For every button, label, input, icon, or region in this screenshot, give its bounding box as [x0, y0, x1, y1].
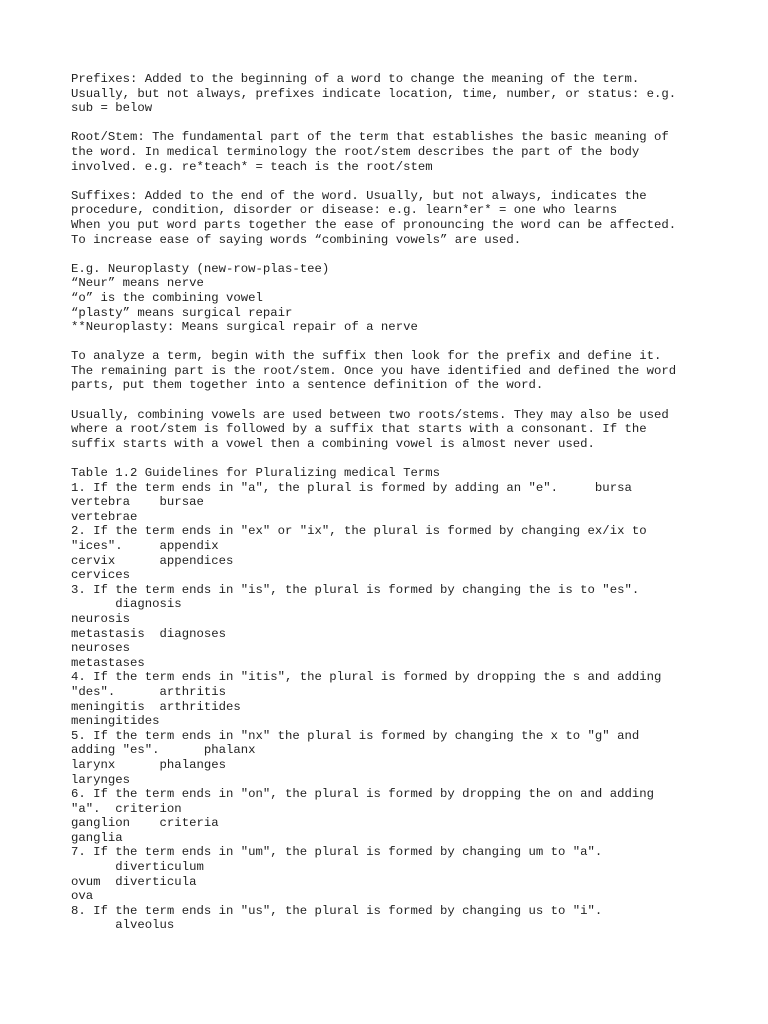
- text-line: To increase ease of saying words “combining vowels” are used.: [71, 232, 522, 247]
- text-line: When you put word parts together the ease of pronouncing the word can be affected.: [71, 217, 677, 232]
- text-line: metastases: [71, 655, 145, 670]
- blank-line: [71, 174, 711, 189]
- text-line: ganglia: [71, 830, 123, 845]
- text-line: vertebra bursae: [71, 495, 204, 510]
- text-line: the word. In medical terminology the root/stem describes the part of the body: [71, 144, 640, 159]
- text-line: suffix starts with a vowel then a combining vowel is almost never used.: [71, 436, 595, 451]
- text-line: metastasis diagnoses: [71, 626, 226, 641]
- document-body: [71, 72, 711, 933]
- text-line: alveolus: [71, 918, 175, 933]
- text-line: Usually, combining vowels are used between two roots/stems. They may also be used: [71, 407, 669, 422]
- text-line: 3. If the term ends in "is", the plural is formed by changing the is to "es".: [71, 582, 640, 597]
- text-line: diagnosis: [71, 597, 182, 612]
- text-line: 4. If the term ends in "itis", the plural is formed by dropping the s and adding: [71, 670, 662, 685]
- text-line: meningitides: [71, 714, 160, 729]
- text-line: ovum diverticula: [71, 874, 197, 889]
- text-line: 2. If the term ends in "ex" or "ix", the plural is formed by changing ex/ix to: [71, 524, 647, 539]
- text-line: "ices". appendix: [71, 539, 219, 553]
- text-line: 1. If the term ends in "a", the plural is formed by adding an "e". bursa: [71, 480, 632, 495]
- text-line: larynx phalanges: [71, 757, 226, 772]
- text-line: 5. If the term ends in "nx" the plural is formed by changing the x to "g" and: [71, 728, 640, 743]
- blank-line: [71, 247, 711, 262]
- text-line: 8. If the term ends in "us", the plural is formed by changing us to "i".: [71, 903, 603, 918]
- text-line: Prefixes: Added to the beginning of a word to change the meaning of the term.: [71, 72, 640, 86]
- text-line: procedure, condition, disorder or disease: e.g. learn*er* = one who learns: [71, 203, 618, 218]
- text-line: Suffixes: Added to the end of the word. Usually, but not always, indicates the: [71, 188, 647, 203]
- text-line: adding "es". phalanx: [71, 743, 256, 758]
- blank-line: [71, 393, 711, 408]
- text-line: **Neuroplasty: Means surgical repair of a nerve: [71, 320, 418, 335]
- text-line: diverticulum: [71, 860, 204, 875]
- text-line: ganglion criteria: [71, 816, 219, 831]
- text-line: E.g. Neuroplasty (new-row-plas-tee): [71, 261, 330, 276]
- text-line: vertebrae: [71, 509, 138, 524]
- text-line: 6. If the term ends in "on", the plural is formed by dropping the on and adding: [71, 787, 654, 802]
- text-line: “plasty” means surgical repair: [71, 305, 293, 320]
- text-line: neuroses: [71, 641, 131, 656]
- text-line: sub = below: [71, 101, 153, 116]
- text-line: ova: [71, 889, 94, 904]
- text-line: Root/Stem: The fundamental part of the term that establishes the basic meaning of: [71, 130, 669, 145]
- text-line: “o” is the combining vowel: [71, 290, 263, 305]
- blank-line: [71, 335, 711, 350]
- text-line: Table 1.2 Guidelines for Pluralizing medical Terms: [71, 466, 440, 481]
- text-line: To analyze a term, begin with the suffix then look for the prefix and define it.: [71, 349, 662, 364]
- text-line: cervices: [71, 568, 131, 583]
- text-line: "des". arthritis: [71, 684, 226, 699]
- text-line: "a". criterion: [71, 801, 182, 816]
- text-line: meningitis arthritides: [71, 699, 241, 714]
- blank-line: [71, 451, 711, 466]
- text-line: involved. e.g. re*teach* = teach is the root/stem: [71, 159, 433, 174]
- blank-line: [71, 116, 711, 131]
- text-line: cervix appendices: [71, 553, 234, 568]
- text-line: Usually, but not always, prefixes indicate location, time, number, or status: e.g.: [71, 86, 677, 101]
- text-line: larynges: [71, 772, 131, 787]
- text-line: “Neur” means nerve: [71, 276, 204, 291]
- text-line: parts, put them together into a sentence definition of the word.: [71, 378, 544, 393]
- text-line: where a root/stem is followed by a suffix that starts with a consonant. If the: [71, 422, 647, 437]
- text-line: 7. If the term ends in "um", the plural is formed by changing um to "a".: [71, 845, 603, 860]
- text-line: The remaining part is the root/stem. Once you have identified and defined the word: [71, 363, 677, 378]
- text-line: neurosis: [71, 611, 131, 626]
